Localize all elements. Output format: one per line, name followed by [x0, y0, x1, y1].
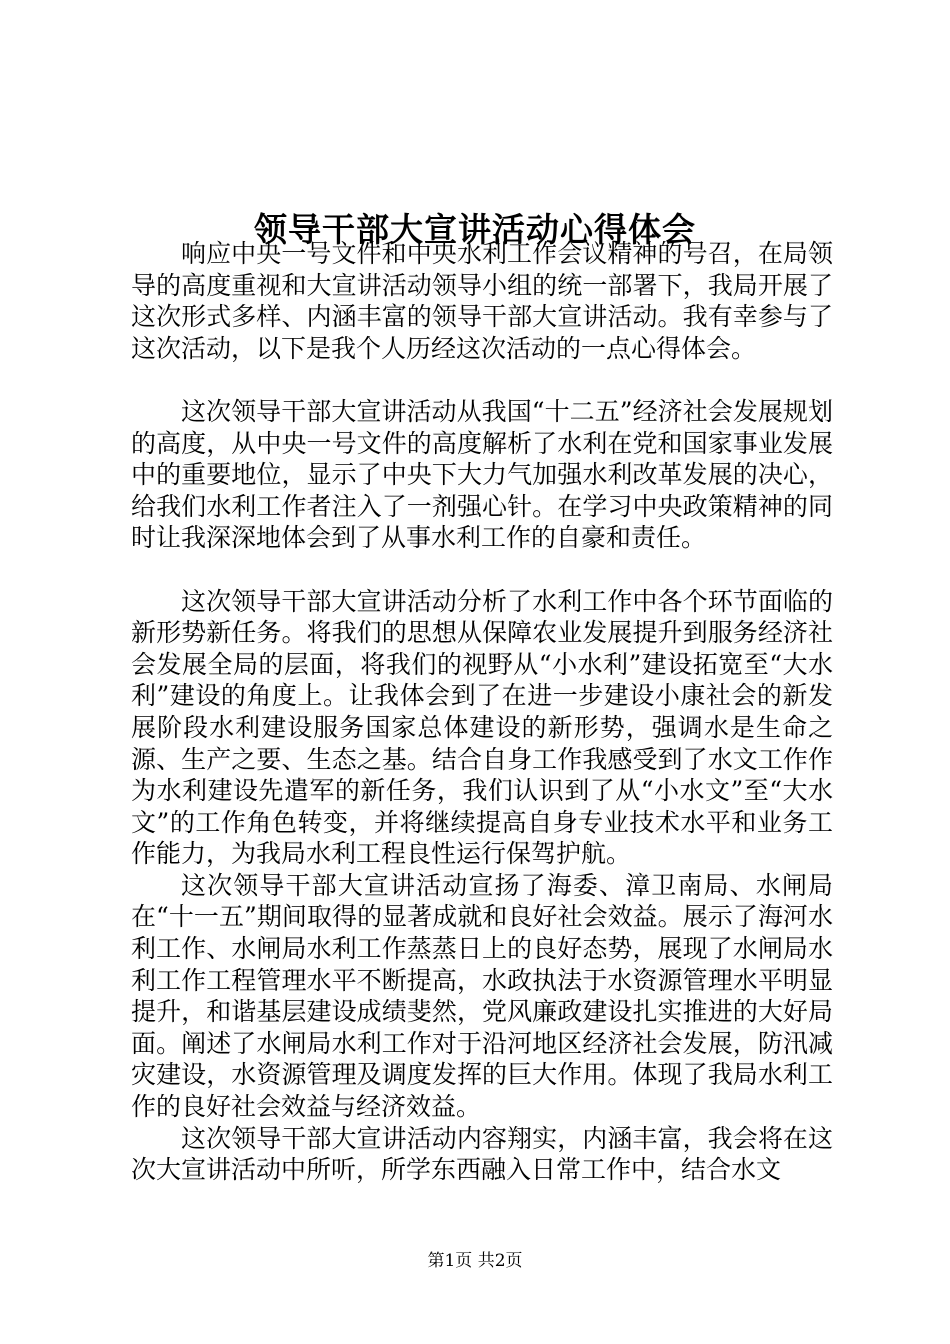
paragraph-5: 这次领导干部大宣讲活动内容翔实，内涵丰富，我会将在这次大宣讲活动中所听，所学东西融入日常工作中，结合水文 — [131, 1123, 833, 1185]
paragraph-3: 这次领导干部大宣讲活动分析了水利工作中各个环节面临的新形势新任务。将我们的思想从保障农业发展提升到服务经济社会发展全局的层面，将我们的视野从“小水利”建设拓宽至“大水利”建设的角度上。让我体会到了在进一步建设小康社会的新发展阶段水利建设服务国家总体建设的新形势，强调水是生命之源、生产之要、生态之基。结合自身工作我感受到了水文工作作为水利建设先遣军的新任务，我们认识到了从“小水文”至“大水文”的工作角色转变，并将继续提高自身专业技术水平和业务工作能力，为我局水利工程良性运行保驾护航。 — [131, 586, 833, 869]
document-title: 领导干部大宣讲活动心得体会 — [254, 210, 696, 250]
paragraph-2: 这次领导干部大宣讲活动从我国“十二五”经济社会发展规划的高度，从中央一号文件的高度解析了水利在党和国家事业发展中的重要地位，显示了中央下大力气加强水利改革发展的决心，给我们水利工作者注入了一剂强心针。在学习中央政策精神的同时让我深深地体会到了从事水利工作的自豪和责任。 — [131, 396, 833, 553]
paragraph-4: 这次领导干部大宣讲活动宣扬了海委、漳卫南局、水闸局在“十一五”期间取得的显著成就和良好社会效益。展示了海河水利工作、水闸局水利工作蒸蒸日上的良好态势，展现了水闸局水利工作工程管理水平不断提高，水政执法于水资源管理水平明显提升，和谐基层建设成绩斐然，党风廉政建设扎实推进的大好局面。阐述了水闸局水利工作对于沿河地区经济社会发展，防汛减灾建设，水资源管理及调度发挥的巨大作用。体现了我局水利工作的良好社会效益与经济效益。 — [131, 870, 833, 1122]
paragraph-1: 响应中央一号文件和中央水利工作会议精神的号召，在局领导的高度重视和大宣讲活动领导小组的统一部署下，我局开展了这次形式多样、内涵丰富的领导干部大宣讲活动。我有幸参与了这次活动，以下是我个人历经这次活动的一点心得体会。 — [131, 239, 833, 363]
document-body — [131, 238, 833, 1186]
page-number-footer: 第1页 共2页 — [427, 1251, 523, 1271]
